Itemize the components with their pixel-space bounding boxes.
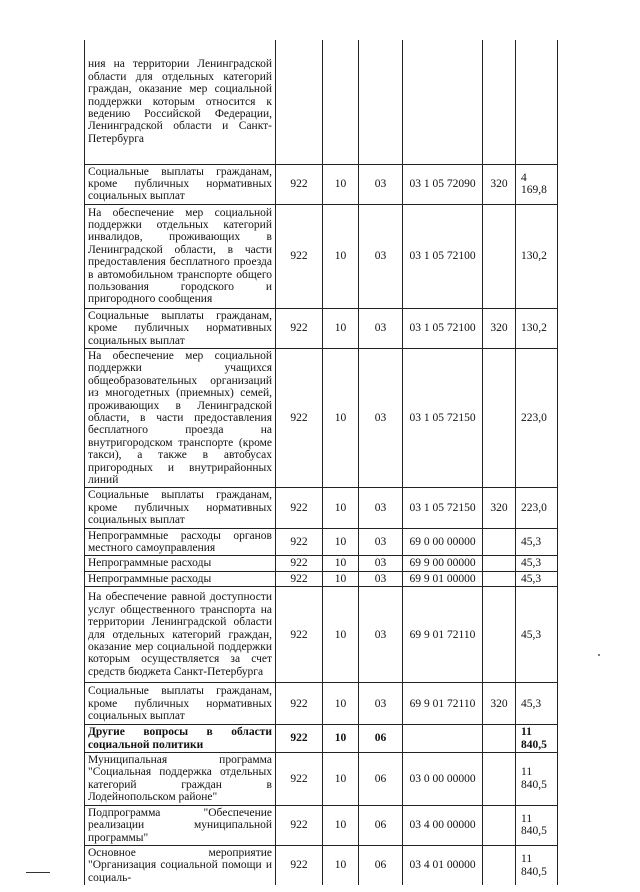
scan-speck (598, 654, 600, 656)
table-row (85, 204, 558, 308)
admin-code: 922 (276, 164, 323, 204)
footnote-rule (26, 872, 50, 873)
amount: 4 169,8 (516, 164, 558, 204)
subsection-code (359, 40, 403, 164)
section-code: 10 (323, 725, 359, 753)
admin-code: 922 (276, 571, 323, 586)
row-description: Социальные выплаты гражданам, кроме публичных нормативных социальных выплат (85, 488, 276, 528)
section-code: 10 (323, 683, 359, 725)
target-article-code: 69 9 01 72110 (403, 683, 483, 725)
target-article-code (403, 40, 483, 164)
expense-type-code (483, 753, 516, 806)
target-article-code: 03 4 00 00000 (403, 805, 483, 845)
section-code: 10 (323, 805, 359, 845)
amount: 11 840,5 (516, 753, 558, 806)
row-description: ния на территории Ленинградской области для отдельных категорий граждан, оказание мер социальной поддержки которым относится к ведению Российской Федерации, Ленинградской области и Санкт-Петербурга (85, 40, 276, 164)
subsection-code: 03 (359, 683, 403, 725)
target-article-code: 03 1 05 72100 (403, 204, 483, 308)
target-article-code: 03 0 00 00000 (403, 753, 483, 806)
table-row (85, 164, 558, 204)
amount: 45,3 (516, 571, 558, 586)
table-row (85, 571, 558, 586)
target-article-code: 03 1 05 72150 (403, 488, 483, 528)
expense-type-code (483, 40, 516, 164)
table-row (85, 805, 558, 845)
row-description: Другие вопросы в области социальной политики (85, 725, 276, 753)
section-code: 10 (323, 571, 359, 586)
expense-type-code (483, 845, 516, 885)
target-article-code: 03 1 05 72100 (403, 308, 483, 348)
expense-type-code (483, 528, 516, 556)
section-code: 10 (323, 488, 359, 528)
section-code: 10 (323, 308, 359, 348)
section-code: 10 (323, 753, 359, 806)
table-row (85, 845, 558, 885)
expense-type-code (483, 348, 516, 487)
subsection-code: 06 (359, 725, 403, 753)
row-description: На обеспечение мер социальной поддержки отдельных категорий инвалидов, проживающих в Ленинградской области, в части предоставления бесплатного проезда в автомобильном транспорте общего пользования городского и пригородного сообщения (85, 204, 276, 308)
target-article-code: 03 1 05 72090 (403, 164, 483, 204)
section-code (323, 40, 359, 164)
amount: 45,3 (516, 683, 558, 725)
row-description: На обеспечение равной доступности услуг общественного транспорта на территории Ленинградской области для отдельных категорий граждан, оказание мер социальной поддержки которым осуществляется за счет средств бюджета Санкт-Петербурга (85, 587, 276, 683)
expense-type-code (483, 725, 516, 753)
target-article-code (403, 725, 483, 753)
admin-code: 922 (276, 845, 323, 885)
table-row (85, 40, 558, 164)
section-code: 10 (323, 556, 359, 571)
admin-code: 922 (276, 488, 323, 528)
amount: 223,0 (516, 348, 558, 487)
row-description: Социальные выплаты гражданам, кроме публичных нормативных социальных выплат (85, 683, 276, 725)
amount: 45,3 (516, 587, 558, 683)
amount: 130,2 (516, 308, 558, 348)
subsection-code: 03 (359, 204, 403, 308)
section-code: 10 (323, 204, 359, 308)
row-description: Подпрограмма "Обеспечение реализации муниципальной программы" (85, 805, 276, 845)
subsection-code: 03 (359, 556, 403, 571)
amount: 45,3 (516, 556, 558, 571)
table-row (85, 683, 558, 725)
amount: 11 840,5 (516, 725, 558, 753)
subsection-code: 06 (359, 805, 403, 845)
section-code: 10 (323, 528, 359, 556)
expense-type-code (483, 587, 516, 683)
row-description: Муниципальная программа "Социальная поддержка отдельных категорий граждан в Лодейнопольском районе" (85, 753, 276, 806)
subsection-code: 03 (359, 571, 403, 586)
row-description: Социальные выплаты гражданам, кроме публичных нормативных социальных выплат (85, 308, 276, 348)
row-description: Социальные выплаты гражданам, кроме публичных нормативных социальных выплат (85, 164, 276, 204)
section-code: 10 (323, 164, 359, 204)
amount (516, 40, 558, 164)
admin-code: 922 (276, 556, 323, 571)
target-article-code: 69 9 01 72110 (403, 587, 483, 683)
amount: 130,2 (516, 204, 558, 308)
subsection-code: 06 (359, 845, 403, 885)
section-code: 10 (323, 587, 359, 683)
table-row (85, 308, 558, 348)
expense-type-code (483, 571, 516, 586)
subsection-code: 03 (359, 348, 403, 487)
expense-type-code (483, 204, 516, 308)
subsection-code: 03 (359, 308, 403, 348)
subsection-code: 03 (359, 488, 403, 528)
table-row (85, 753, 558, 806)
admin-code: 922 (276, 805, 323, 845)
target-article-code: 03 1 05 72150 (403, 348, 483, 487)
table-row (85, 587, 558, 683)
admin-code: 922 (276, 753, 323, 806)
amount: 45,3 (516, 528, 558, 556)
amount: 11 840,5 (516, 805, 558, 845)
admin-code: 922 (276, 725, 323, 753)
amount: 11 840,5 (516, 845, 558, 885)
row-description: Непрограммные расходы (85, 571, 276, 586)
expense-type-code (483, 805, 516, 845)
expense-type-code: 320 (483, 683, 516, 725)
expense-type-code (483, 556, 516, 571)
amount: 223,0 (516, 488, 558, 528)
expense-type-code: 320 (483, 164, 516, 204)
table-row (85, 725, 558, 753)
subsection-code: 03 (359, 528, 403, 556)
table-row (85, 488, 558, 528)
admin-code: 922 (276, 587, 323, 683)
admin-code (276, 40, 323, 164)
subsection-code: 03 (359, 164, 403, 204)
admin-code: 922 (276, 204, 323, 308)
table-row (85, 556, 558, 571)
subsection-code: 06 (359, 753, 403, 806)
target-article-code: 69 9 00 00000 (403, 556, 483, 571)
table-row (85, 528, 558, 556)
budget-table (84, 40, 558, 885)
expense-type-code: 320 (483, 488, 516, 528)
section-code: 10 (323, 845, 359, 885)
section-code: 10 (323, 348, 359, 487)
row-description: Непрограммные расходы (85, 556, 276, 571)
target-article-code: 69 9 01 00000 (403, 571, 483, 586)
expense-type-code: 320 (483, 308, 516, 348)
admin-code: 922 (276, 683, 323, 725)
target-article-code: 03 4 01 00000 (403, 845, 483, 885)
admin-code: 922 (276, 348, 323, 487)
target-article-code: 69 0 00 00000 (403, 528, 483, 556)
row-description: Основное мероприятие "Организация социальной помощи и социаль- (85, 845, 276, 885)
subsection-code: 03 (359, 587, 403, 683)
admin-code: 922 (276, 528, 323, 556)
row-description: На обеспечение мер социальной поддержки учащихся общеобразовательных организаций из многодетных (приемных) семей, проживающих в Ленинградской области, в части предоставления бесплатного проезда на внутригородском транспорте (кроме такси), а также в автобусах пригородных и внутрирайонных линий (85, 348, 276, 487)
admin-code: 922 (276, 308, 323, 348)
row-description: Непрограммные расходы органов местного самоуправления (85, 528, 276, 556)
table-row (85, 348, 558, 487)
